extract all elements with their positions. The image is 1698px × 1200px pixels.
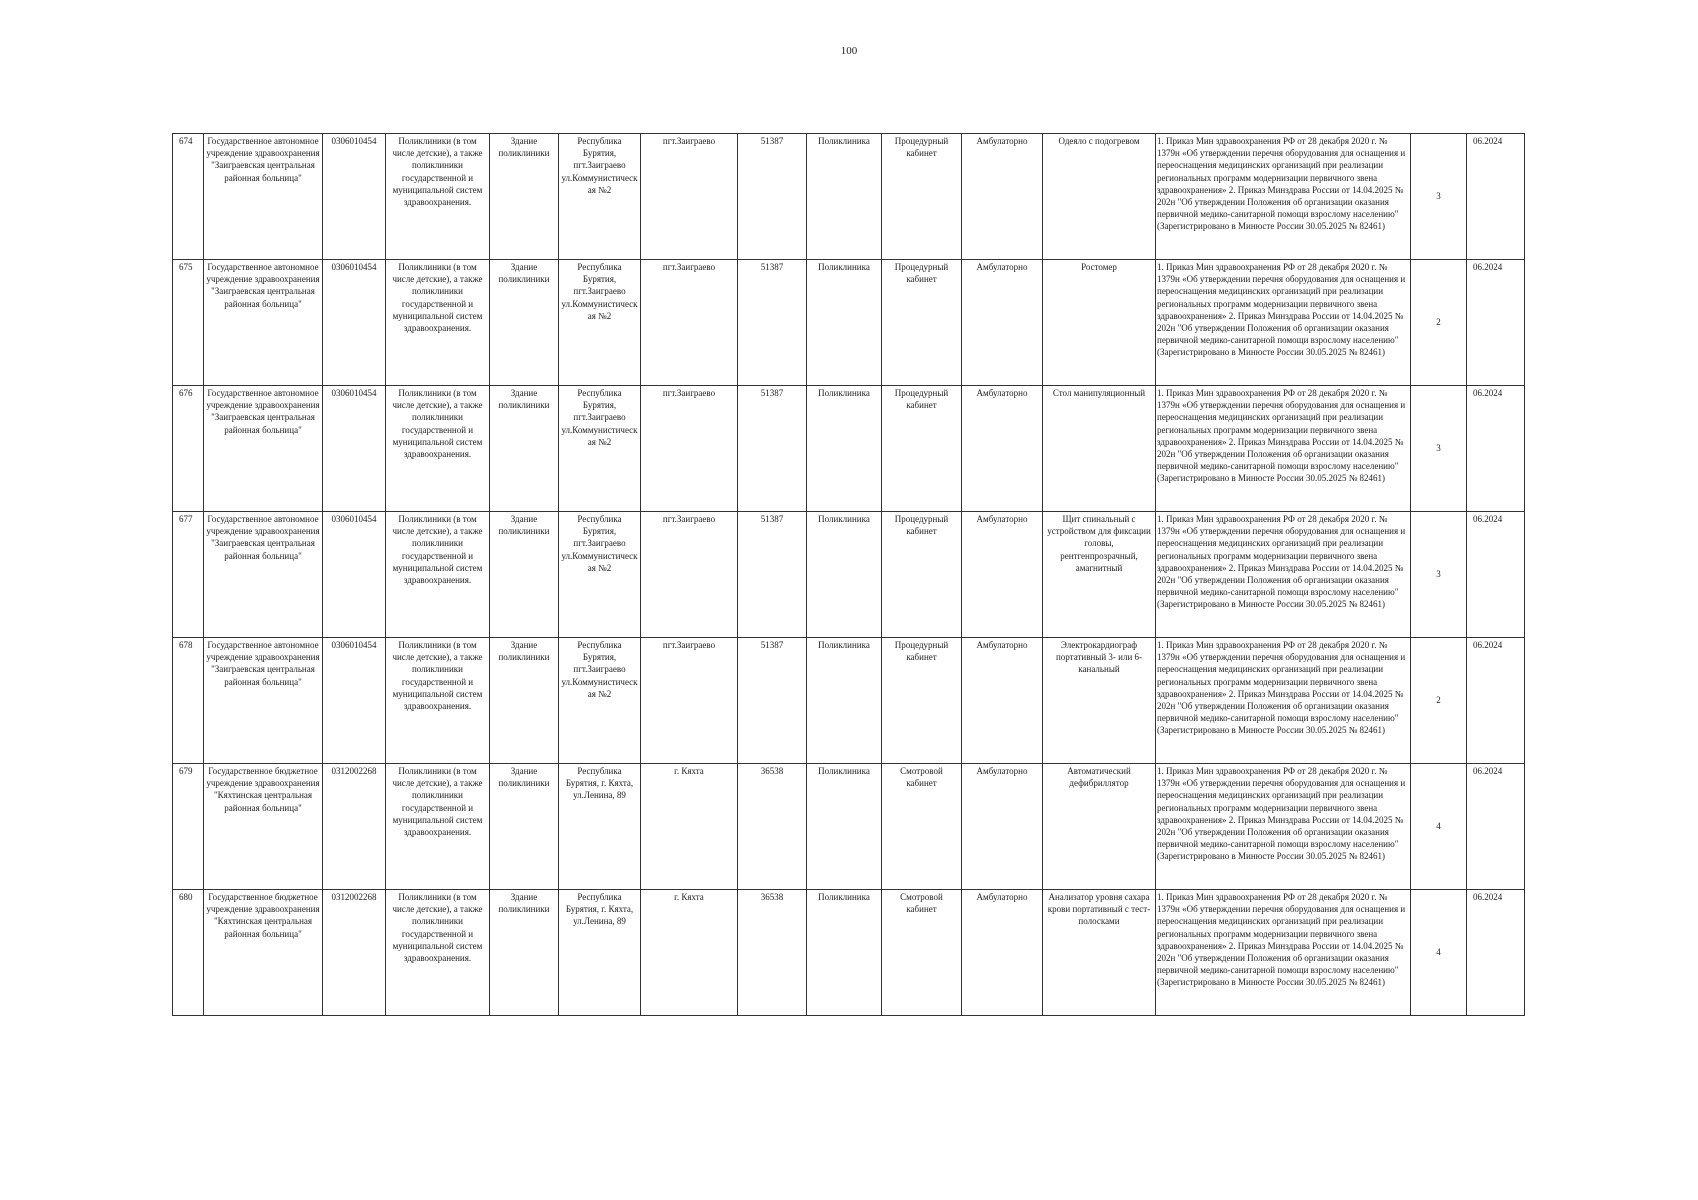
legal-basis-cell: 1. Приказ Мин здравоохранения РФ от 28 декабря 2020 г. № 1379н «Об утверждении перечня оборудования для оснащения и переоснащения медицинских организаций при реализации региональных программ модернизации первичного звена здравоохранения» 2. Приказ Минздрава России от 14.04.2025 № 202н "Об утверждении Положения об организации оказания первичной медико-санитарной помощи взрослому населению" (Зарегистрировано в Минюсте России 30.05.2025 № 82461)	[1156, 134, 1411, 260]
organization-cell: Государственное автономное учреждение здравоохранения "Заиграевская центральная районная больница"	[204, 260, 323, 386]
care-mode-cell: Амбулаторно	[962, 890, 1043, 1016]
date-cell: 06.2024	[1467, 512, 1525, 638]
room-cell: Смотровой кабинет	[882, 764, 962, 890]
locality-cell: пгт.Заиграево	[641, 260, 738, 386]
organization-cell: Государственное автономное учреждение здравоохранения "Заиграевская центральная районная больница"	[204, 134, 323, 260]
locality-cell: пгт.Заиграево	[641, 512, 738, 638]
code-cell: 51387	[738, 260, 807, 386]
equipment-cell: Одеяло с подогревом	[1043, 134, 1156, 260]
room-cell: Процедурный кабинет	[882, 512, 962, 638]
equipment-cell: Анализатор уровня сахара крови портативный с тест-полосками	[1043, 890, 1156, 1016]
building-cell: Здание поликлиники	[490, 764, 559, 890]
unit-cell: Поликлиника	[807, 512, 882, 638]
building-cell: Здание поликлиники	[490, 386, 559, 512]
code-cell: 51387	[738, 638, 807, 764]
building-cell: Здание поликлиники	[490, 260, 559, 386]
quantity-cell: 3	[1411, 386, 1467, 512]
locality-cell: пгт.Заиграево	[641, 134, 738, 260]
legal-basis-cell: 1. Приказ Мин здравоохранения РФ от 28 декабря 2020 г. № 1379н «Об утверждении перечня оборудования для оснащения и переоснащения медицинских организаций при реализации региональных программ модернизации первичного звена здравоохранения» 2. Приказ Минздрава России от 14.04.2025 № 202н "Об утверждении Положения об организации оказания первичной медико-санитарной помощи взрослому населению" (Зарегистрировано в Минюсте России 30.05.2025 № 82461)	[1156, 260, 1411, 386]
care-mode-cell: Амбулаторно	[962, 512, 1043, 638]
facility-type-cell: Поликлиники (в том числе детские), а также поликлиники государственной и муниципальной систем здравоохранения.	[386, 260, 490, 386]
inn-cell: 0306010454	[323, 134, 386, 260]
organization-cell: Государственное автономное учреждение здравоохранения "Заиграевская центральная районная больница"	[204, 512, 323, 638]
room-cell: Смотровой кабинет	[882, 890, 962, 1016]
inn-cell: 0306010454	[323, 512, 386, 638]
code-cell: 36538	[738, 764, 807, 890]
row-number-cell: 680	[173, 890, 204, 1016]
facility-type-cell: Поликлиники (в том числе детские), а также поликлиники государственной и муниципальной систем здравоохранения.	[386, 512, 490, 638]
legal-basis-cell: 1. Приказ Мин здравоохранения РФ от 28 декабря 2020 г. № 1379н «Об утверждении перечня оборудования для оснащения и переоснащения медицинских организаций при реализации региональных программ модернизации первичного звена здравоохранения» 2. Приказ Минздрава России от 14.04.2025 № 202н "Об утверждении Положения об организации оказания первичной медико-санитарной помощи взрослому населению" (Зарегистрировано в Минюсте России 30.05.2025 № 82461)	[1156, 512, 1411, 638]
legal-basis-cell: 1. Приказ Мин здравоохранения РФ от 28 декабря 2020 г. № 1379н «Об утверждении перечня оборудования для оснащения и переоснащения медицинских организаций при реализации региональных программ модернизации первичного звена здравоохранения» 2. Приказ Минздрава России от 14.04.2025 № 202н "Об утверждении Положения об организации оказания первичной медико-санитарной помощи взрослому населению" (Зарегистрировано в Минюсте России 30.05.2025 № 82461)	[1156, 386, 1411, 512]
page-number: 100	[840, 45, 858, 57]
legal-basis-cell: 1. Приказ Мин здравоохранения РФ от 28 декабря 2020 г. № 1379н «Об утверждении перечня оборудования для оснащения и переоснащения медицинских организаций при реализации региональных программ модернизации первичного звена здравоохранения» 2. Приказ Минздрава России от 14.04.2025 № 202н "Об утверждении Положения об организации оказания первичной медико-санитарной помощи взрослому населению" (Зарегистрировано в Минюсте России 30.05.2025 № 82461)	[1156, 764, 1411, 890]
legal-basis-cell: 1. Приказ Мин здравоохранения РФ от 28 декабря 2020 г. № 1379н «Об утверждении перечня оборудования для оснащения и переоснащения медицинских организаций при реализации региональных программ модернизации первичного звена здравоохранения» 2. Приказ Минздрава России от 14.04.2025 № 202н "Об утверждении Положения об организации оказания первичной медико-санитарной помощи взрослому населению" (Зарегистрировано в Минюсте России 30.05.2025 № 82461)	[1156, 890, 1411, 1016]
organization-cell: Государственное автономное учреждение здравоохранения "Заиграевская центральная районная больница"	[204, 386, 323, 512]
table-row	[173, 134, 1525, 260]
unit-cell: Поликлиника	[807, 890, 882, 1016]
row-number-cell: 676	[173, 386, 204, 512]
inn-cell: 0312002268	[323, 764, 386, 890]
table-row	[173, 890, 1525, 1016]
table-row	[173, 764, 1525, 890]
facility-type-cell: Поликлиники (в том числе детские), а также поликлиники государственной и муниципальной систем здравоохранения.	[386, 134, 490, 260]
unit-cell: Поликлиника	[807, 638, 882, 764]
unit-cell: Поликлиника	[807, 134, 882, 260]
address-cell: Республика Бурятия, пгт.Заиграево ул.Коммунистическая №2	[559, 638, 641, 764]
locality-cell: пгт.Заиграево	[641, 386, 738, 512]
quantity-cell: 3	[1411, 134, 1467, 260]
table-row	[173, 386, 1525, 512]
equipment-cell: Ростомер	[1043, 260, 1156, 386]
date-cell: 06.2024	[1467, 386, 1525, 512]
care-mode-cell: Амбулаторно	[962, 134, 1043, 260]
building-cell: Здание поликлиники	[490, 890, 559, 1016]
legal-basis-cell: 1. Приказ Мин здравоохранения РФ от 28 декабря 2020 г. № 1379н «Об утверждении перечня оборудования для оснащения и переоснащения медицинских организаций при реализации региональных программ модернизации первичного звена здравоохранения» 2. Приказ Минздрава России от 14.04.2025 № 202н "Об утверждении Положения об организации оказания первичной медико-санитарной помощи взрослому населению" (Зарегистрировано в Минюсте России 30.05.2025 № 82461)	[1156, 638, 1411, 764]
address-cell: Республика Бурятия, г. Кяхта, ул.Ленина, 89	[559, 764, 641, 890]
room-cell: Процедурный кабинет	[882, 386, 962, 512]
row-number-cell: 674	[173, 134, 204, 260]
organization-cell: Государственное автономное учреждение здравоохранения "Заиграевская центральная районная больница"	[204, 638, 323, 764]
date-cell: 06.2024	[1467, 638, 1525, 764]
equipment-registry-table	[172, 133, 1525, 1016]
row-number-cell: 675	[173, 260, 204, 386]
date-cell: 06.2024	[1467, 134, 1525, 260]
date-cell: 06.2024	[1467, 890, 1525, 1016]
quantity-cell: 2	[1411, 638, 1467, 764]
inn-cell: 0312002268	[323, 890, 386, 1016]
code-cell: 36538	[738, 890, 807, 1016]
address-cell: Республика Бурятия, пгт.Заиграево ул.Коммунистическая №2	[559, 134, 641, 260]
code-cell: 51387	[738, 134, 807, 260]
code-cell: 51387	[738, 386, 807, 512]
organization-cell: Государственное бюджетное учреждение здравоохранения "Кяхтинская центральная районная больница"	[204, 890, 323, 1016]
facility-type-cell: Поликлиники (в том числе детские), а также поликлиники государственной и муниципальной систем здравоохранения.	[386, 386, 490, 512]
address-cell: Республика Бурятия, пгт.Заиграево ул.Коммунистическая №2	[559, 260, 641, 386]
inn-cell: 0306010454	[323, 638, 386, 764]
row-number-cell: 678	[173, 638, 204, 764]
care-mode-cell: Амбулаторно	[962, 260, 1043, 386]
quantity-cell: 2	[1411, 260, 1467, 386]
quantity-cell: 3	[1411, 512, 1467, 638]
locality-cell: пгт.Заиграево	[641, 638, 738, 764]
table-row	[173, 260, 1525, 386]
locality-cell: г. Кяхта	[641, 890, 738, 1016]
unit-cell: Поликлиника	[807, 386, 882, 512]
room-cell: Процедурный кабинет	[882, 260, 962, 386]
quantity-cell: 4	[1411, 890, 1467, 1016]
quantity-cell: 4	[1411, 764, 1467, 890]
code-cell: 51387	[738, 512, 807, 638]
care-mode-cell: Амбулаторно	[962, 764, 1043, 890]
row-number-cell: 677	[173, 512, 204, 638]
equipment-cell: Электрокардиограф портативный 3- или 6-канальный	[1043, 638, 1156, 764]
address-cell: Республика Бурятия, пгт.Заиграево ул.Коммунистическая №2	[559, 386, 641, 512]
address-cell: Республика Бурятия, пгт.Заиграево ул.Коммунистическая №2	[559, 512, 641, 638]
locality-cell: г. Кяхта	[641, 764, 738, 890]
table-row	[173, 512, 1525, 638]
equipment-cell: Щит спинальный с устройством для фиксации головы, рентгенпрозрачный, амагнитный	[1043, 512, 1156, 638]
facility-type-cell: Поликлиники (в том числе детские), а также поликлиники государственной и муниципальной систем здравоохранения.	[386, 764, 490, 890]
equipment-cell: Стол манипуляционный	[1043, 386, 1156, 512]
room-cell: Процедурный кабинет	[882, 638, 962, 764]
unit-cell: Поликлиника	[807, 764, 882, 890]
date-cell: 06.2024	[1467, 260, 1525, 386]
organization-cell: Государственное бюджетное учреждение здравоохранения "Кяхтинская центральная районная больница"	[204, 764, 323, 890]
care-mode-cell: Амбулаторно	[962, 386, 1043, 512]
address-cell: Республика Бурятия, г. Кяхта, ул.Ленина, 89	[559, 890, 641, 1016]
building-cell: Здание поликлиники	[490, 512, 559, 638]
row-number-cell: 679	[173, 764, 204, 890]
equipment-cell: Автоматический дефибриллятор	[1043, 764, 1156, 890]
unit-cell: Поликлиника	[807, 260, 882, 386]
date-cell: 06.2024	[1467, 764, 1525, 890]
facility-type-cell: Поликлиники (в том числе детские), а также поликлиники государственной и муниципальной систем здравоохранения.	[386, 890, 490, 1016]
inn-cell: 0306010454	[323, 386, 386, 512]
building-cell: Здание поликлиники	[490, 638, 559, 764]
inn-cell: 0306010454	[323, 260, 386, 386]
room-cell: Процедурный кабинет	[882, 134, 962, 260]
care-mode-cell: Амбулаторно	[962, 638, 1043, 764]
table-row	[173, 638, 1525, 764]
table-body	[173, 134, 1525, 1016]
building-cell: Здание поликлиники	[490, 134, 559, 260]
facility-type-cell: Поликлиники (в том числе детские), а также поликлиники государственной и муниципальной систем здравоохранения.	[386, 638, 490, 764]
